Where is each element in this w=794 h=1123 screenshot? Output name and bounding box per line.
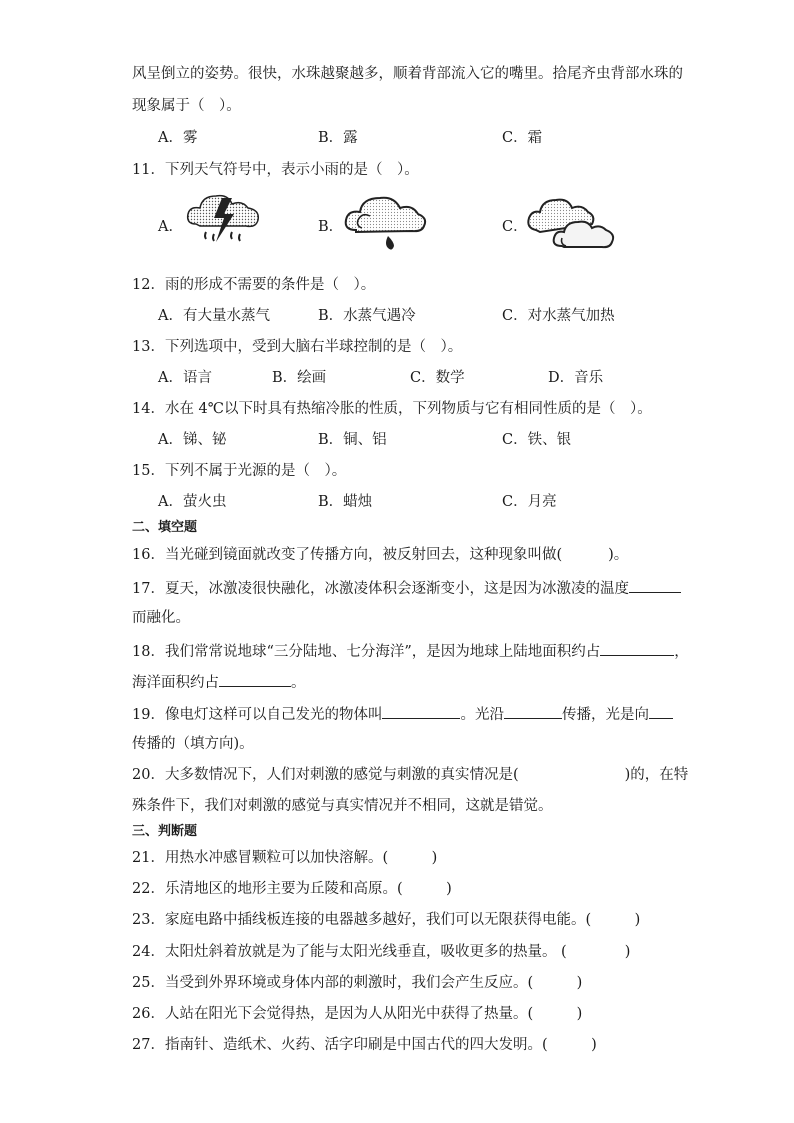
q15-text: 15．下列不属于光源的是（ ）。 xyxy=(132,463,347,479)
q13-option-a[interactable]: A．语言 xyxy=(158,370,212,386)
q19-blank-1[interactable] xyxy=(382,703,460,719)
q17-blank[interactable] xyxy=(629,577,681,593)
cloudy-icon xyxy=(526,194,618,252)
q19-blank-2[interactable] xyxy=(504,703,562,719)
q15-option-c[interactable]: C．月亮 xyxy=(502,494,557,510)
q13-option-d[interactable]: D．音乐 xyxy=(548,370,604,386)
q19-line2: 传播的（填方向)。 xyxy=(132,736,254,752)
q19-text: 19．像电灯这样可以自己发光的物体叫 。光沿 传播，光是向 xyxy=(132,703,673,725)
thunderstorm-icon xyxy=(184,188,264,254)
light-rain-icon xyxy=(342,190,428,256)
q11-option-b[interactable]: B． xyxy=(318,219,344,235)
q11-option-c[interactable]: C． xyxy=(502,219,528,235)
q12-option-c[interactable]: C．对水蒸气加热 xyxy=(502,308,615,324)
q12-option-a[interactable]: A．有大量水蒸气 xyxy=(158,308,270,324)
q24-text: 24．太阳灶斜着放就是为了能与太阳光线垂直，吸收更多的热量。 ( ) xyxy=(132,944,631,960)
q23-text: 23．家庭电路中插线板连接的电器越多越好，我们可以无限获得电能。( ) xyxy=(132,912,641,928)
q13-option-b[interactable]: B．绘画 xyxy=(272,370,327,386)
q13-text: 13．下列选项中，受到大脑右半球控制的是（ ）。 xyxy=(132,339,463,355)
q27-text: 27．指南针、造纸术、火药、活字印刷是中国古代的四大发明。( ) xyxy=(132,1037,597,1053)
q10-option-c[interactable]: C．霜 xyxy=(502,130,543,146)
q26-text: 26．人站在阳光下会觉得热，是因为人从阳光中获得了热量。( ) xyxy=(132,1006,583,1022)
q20-line2: 殊条件下，我们对刺激的感觉与真实情况并不相同，这就是错觉。 xyxy=(132,798,553,814)
q25-text: 25．当受到外界环境或身体内部的刺激时，我们会产生反应。( ) xyxy=(132,975,583,991)
q14-text: 14．水在 4℃以下时具有热缩冷胀的性质，下列物质与它有相同性质的是（ ）。 xyxy=(132,401,652,417)
q10-line2: 现象属于（ ）。 xyxy=(132,98,241,114)
q19-blank-3[interactable] xyxy=(649,703,673,719)
q18-blank-ocean[interactable] xyxy=(219,671,291,687)
q14-option-c[interactable]: C．铁、银 xyxy=(502,432,572,448)
q10-option-a[interactable]: A．雾 xyxy=(158,130,198,146)
q16-text: 16．当光碰到镜面就改变了传播方向，被反射回去，这种现象叫做( )。 xyxy=(132,547,629,563)
q10-line1: 风呈倒立的姿势。很快，水珠越聚越多，顺着背部流入它的嘴里。拾尾齐虫背部水珠的 xyxy=(132,66,683,82)
q20-text: 20．大多数情况下，人们对刺激的感觉与刺激的真实情况是( )的，在特 xyxy=(132,767,689,783)
q22-text: 22．乐清地区的地形主要为丘陵和高原。( ) xyxy=(132,881,452,897)
q13-option-c[interactable]: C．数学 xyxy=(410,370,465,386)
q18-blank-land[interactable] xyxy=(600,640,674,656)
q14-option-a[interactable]: A．锑、铋 xyxy=(158,432,227,448)
q10-option-b[interactable]: B．露 xyxy=(318,130,358,146)
q18-text: 18．我们常常说地球“三分陆地、七分海洋”，是因为地球上陆地面积约占 ， xyxy=(132,640,689,662)
section-fill-in-title: 二、填空题 xyxy=(132,520,198,535)
q12-text: 12．雨的形成不需要的条件是（ ）。 xyxy=(132,277,376,293)
q14-option-b[interactable]: B．铜、铝 xyxy=(318,432,387,448)
q17-text: 17．夏天，冰激凌很快融化，冰激凌体积会逐渐变小，这是因为冰激凌的温度 xyxy=(132,577,681,599)
q21-text: 21．用热水冲感冒颗粒可以加快溶解。( ) xyxy=(132,850,438,866)
q12-option-b[interactable]: B．水蒸气遇冷 xyxy=(318,308,416,324)
q18-line2: 海洋面积约占 。 xyxy=(132,671,306,693)
q11-option-a[interactable]: A． xyxy=(158,219,183,235)
q15-option-b[interactable]: B．蜡烛 xyxy=(318,494,373,510)
q15-option-a[interactable]: A．萤火虫 xyxy=(158,494,227,510)
section-judgement-title: 三、判断题 xyxy=(132,824,198,839)
q11-text: 11．下列天气符号中，表示小雨的是（ ）。 xyxy=(132,162,419,178)
q17-line2: 而融化。 xyxy=(132,610,190,626)
